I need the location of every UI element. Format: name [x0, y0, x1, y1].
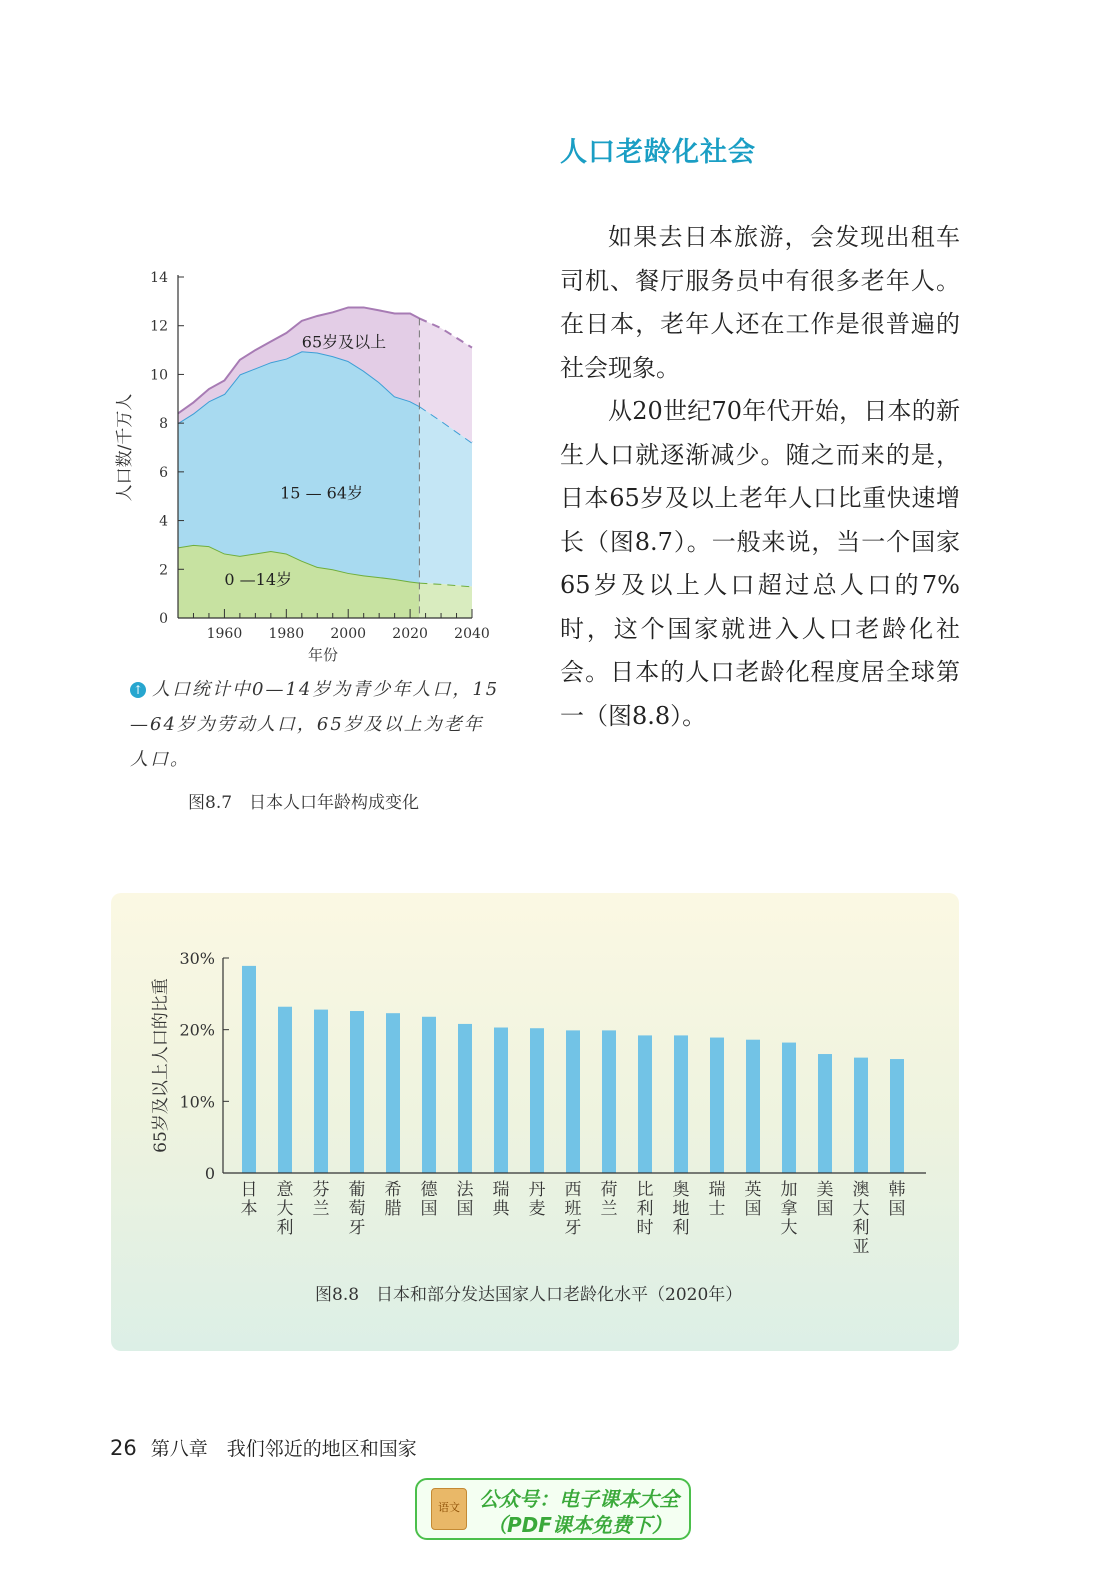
y-tick-label: 10 [150, 367, 168, 384]
bar [458, 1024, 472, 1173]
bar [710, 1038, 724, 1173]
bar [242, 966, 256, 1173]
x-tick-label: 2040 [454, 626, 490, 642]
watermark-line-2: （PDF课本免费下） [487, 1513, 672, 1537]
book-logo-icon: 语文 [431, 1488, 467, 1530]
bar [746, 1040, 760, 1173]
category-label: 意大利 [276, 1180, 294, 1238]
bar [278, 1007, 292, 1173]
y-tick-label: 30% [179, 949, 215, 968]
aging-bar-chart [111, 893, 959, 1293]
category-label: 希腊 [384, 1180, 402, 1219]
bar [818, 1054, 832, 1173]
bar [386, 1013, 400, 1173]
bar [422, 1017, 436, 1173]
x-axis-label: 年份 [307, 646, 339, 664]
y-tick-label: 0 [159, 611, 168, 627]
bar [566, 1030, 580, 1173]
age-structure-chart [100, 255, 500, 665]
figure-8-7-caption: 图8.7 日本人口年龄构成变化 [188, 793, 420, 813]
page-footer [110, 1434, 417, 1461]
bar [494, 1028, 508, 1173]
bar [890, 1059, 904, 1173]
category-label: 奥地利 [672, 1180, 690, 1238]
y-tick-label: 14 [150, 270, 168, 286]
section-title: 人口老龄化社会 [560, 137, 756, 168]
category-label: 荷兰 [600, 1180, 618, 1219]
category-label: 澳大利亚 [852, 1180, 870, 1257]
category-label: 韩国 [888, 1180, 906, 1219]
chapter-title: 第八章 我们邻近的地区和国家 [150, 1438, 417, 1460]
category-label: 德国 [420, 1180, 438, 1219]
series-label-1: 15 — 64岁 [280, 483, 364, 503]
category-label: 比利时 [636, 1180, 654, 1238]
body-text [560, 216, 960, 738]
bar [314, 1010, 328, 1173]
bar [350, 1011, 364, 1173]
y-axis-label: 65岁及以上人口的比重 [151, 978, 171, 1153]
category-label: 美国 [816, 1180, 834, 1219]
y-tick-label: 20% [179, 1020, 215, 1040]
y-tick-label: 12 [150, 318, 168, 335]
category-label: 葡萄牙 [348, 1180, 366, 1238]
watermark-stamp [415, 1478, 691, 1540]
x-tick-label: 1960 [206, 626, 243, 642]
y-axis-label: 人口数/千万人 [115, 393, 135, 502]
figure-8-8-caption: 图8.8 日本和部分发达国家人口老龄化水平（2020年） [315, 1285, 743, 1305]
series-label-0: 0 —14岁 [224, 570, 293, 590]
y-tick-label: 2 [159, 562, 168, 579]
bar [602, 1030, 616, 1173]
y-tick-label: 10% [179, 1092, 215, 1112]
category-label: 英国 [744, 1180, 762, 1219]
figure-note [130, 672, 500, 777]
category-label: 丹麦 [528, 1180, 546, 1219]
y-tick-label: 4 [159, 513, 168, 530]
y-tick-label: 0 [204, 1164, 215, 1183]
bar [854, 1058, 868, 1173]
bar [674, 1035, 688, 1173]
figure-note-text: 人口统计中0—14岁为青少年人口，15—64岁为劳动人口，65岁及以上为老年人口。 [130, 679, 500, 770]
category-label: 瑞典 [492, 1180, 510, 1219]
category-label: 加拿大 [780, 1180, 798, 1238]
series-label-2: 65岁及以上 [301, 332, 387, 352]
category-label: 瑞士 [708, 1180, 726, 1219]
bar [782, 1043, 796, 1173]
x-tick-label: 2020 [392, 626, 428, 642]
area-0-projected [419, 583, 472, 618]
category-label: 芬兰 [312, 1180, 330, 1219]
category-label: 西班牙 [564, 1180, 582, 1238]
paragraph-2: 从20世纪70年代开始，日本的新生人口就逐渐减少。随之而来的是，日本65岁及以上老年人口比重快速增长（图8.7）。一般来说，当一个国家65岁及以上人口超过总人口的7%时，这个国家就进入人口老龄化社会。日本的人口老龄化程度居全球第一（图8.8）。 [560, 397, 960, 730]
bar [638, 1035, 652, 1173]
y-tick-label: 8 [159, 416, 168, 433]
tip-icon: ↑ [130, 682, 146, 698]
bar [530, 1028, 544, 1173]
x-tick-label: 2000 [330, 626, 367, 642]
page-number: 26 [110, 1436, 137, 1460]
watermark-line-1: 公众号：电子课本大全 [479, 1487, 679, 1511]
category-label: 法国 [456, 1180, 474, 1219]
y-tick-label: 6 [159, 464, 168, 481]
x-tick-label: 1980 [268, 626, 305, 642]
paragraph-1: 如果去日本旅游，会发现出租车司机、餐厅服务员中有很多老年人。在日本，老年人还在工作是很普遍的社会现象。 [560, 223, 960, 382]
category-label: 日本 [240, 1180, 258, 1219]
